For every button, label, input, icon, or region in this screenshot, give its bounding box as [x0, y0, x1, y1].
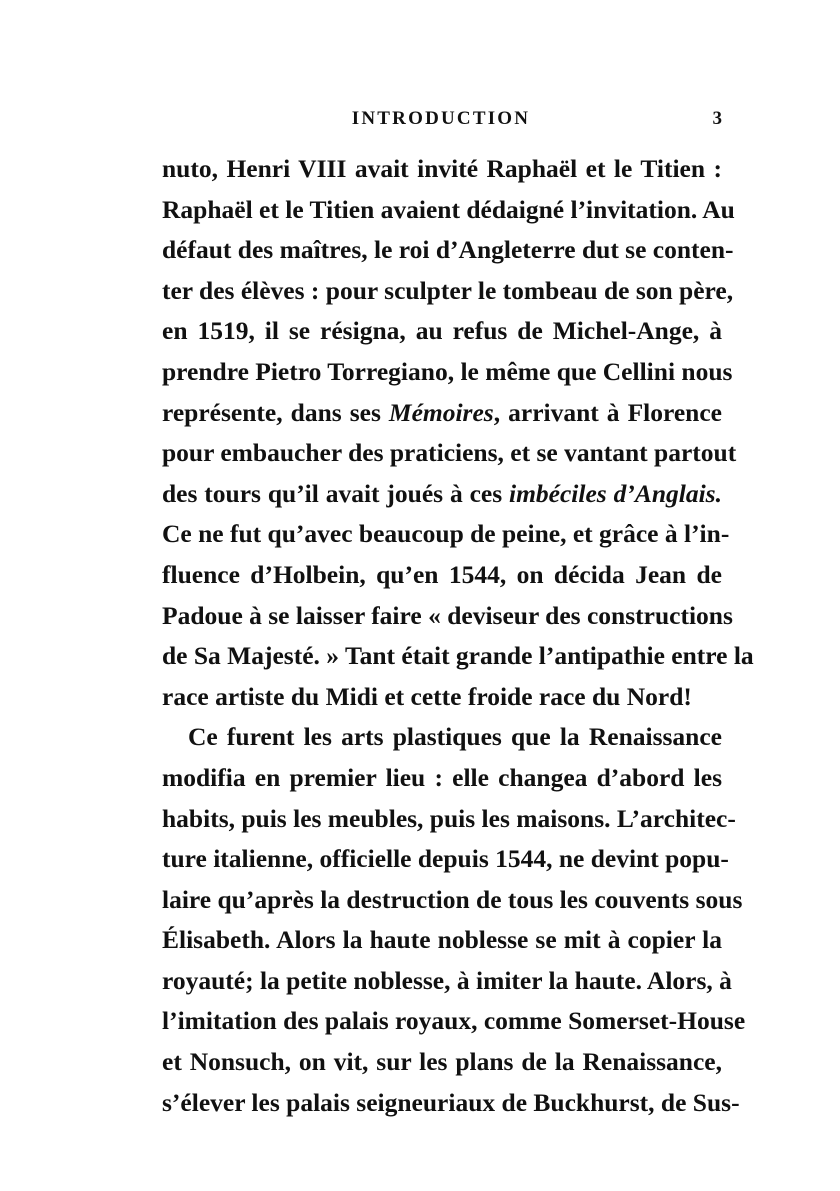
text-line: Raphaël et le Titien avaient dédaigné l’invitation. Au — [162, 194, 735, 224]
text-segment: représente, dans ses — [162, 397, 389, 427]
text-line: nuto, Henri VIII avait invité Raphaël et le Titien : — [162, 154, 722, 183]
running-header — [160, 108, 722, 138]
text-line — [162, 474, 722, 515]
text-line: prendre Pietro Torregiano, le même que Cellini nous — [162, 356, 733, 386]
text-line: s’élever les palais seigneuriaux de Buckhurst, de Sus- — [162, 1087, 740, 1117]
body-text — [162, 149, 754, 1123]
text-line: et Nonsuch, on vit, sur les plans de la Renaissance, — [162, 1047, 722, 1077]
text-line: pour embaucher des praticiens, et se vantant partout — [162, 438, 737, 468]
text-line: habits, puis les meubles, puis les maisons. L’architec- — [162, 803, 736, 833]
text-line: l’imitation des palais royaux, comme Somerset-House — [162, 1006, 746, 1036]
text-line: ter des élèves : pour sculpter le tombeau de son père, — [162, 275, 734, 305]
page-number: 3 — [712, 108, 722, 129]
italic-quote-imbeciles: imbéciles d’Anglais. — [509, 478, 722, 508]
text-line: modifia en premier lieu : elle changea d’abord les — [162, 762, 722, 792]
text-line: de Sa Majesté. » Tant était grande l’antipathie entre la — [162, 641, 754, 671]
text-line: ture italienne, officielle depuis 1544, ne devint popu- — [162, 844, 729, 874]
text-line: Padoue à se laisser faire « deviseur des constructions — [162, 600, 733, 630]
text-line: royauté; la petite noblesse, à imiter la haute. Alors, à — [162, 965, 732, 995]
text-line: fluence d’Holbein, qu’en 1544, on décida Jean de — [162, 559, 722, 589]
text-line: Ce ne fut qu’avec beaucoup de peine, et grâce à l’in- — [162, 519, 730, 549]
text-line: laire qu’après la destruction de tous les couvents sous — [162, 884, 743, 914]
text-segment: , arrivant à Florence — [493, 397, 722, 427]
text-line: en 1519, il se résigna, au refus de Michel-Ange, à — [162, 316, 722, 346]
italic-title-memoires: Mémoires — [388, 397, 494, 427]
text-segment: des tours qu’il avait joués à ces — [162, 478, 509, 508]
text-line: race artiste du Midi et cette froide race du Nord! — [162, 681, 692, 711]
text-line: défaut des maîtres, le roi d’Angleterre dut se conten- — [162, 235, 734, 265]
text-line: Élisabeth. Alors la haute noblesse se mit à copier la — [162, 925, 722, 955]
paragraph-start-line: Ce furent les arts plastiques que la Renaissance — [188, 722, 722, 752]
text-line — [162, 393, 722, 434]
running-title: INTRODUCTION — [351, 108, 531, 129]
